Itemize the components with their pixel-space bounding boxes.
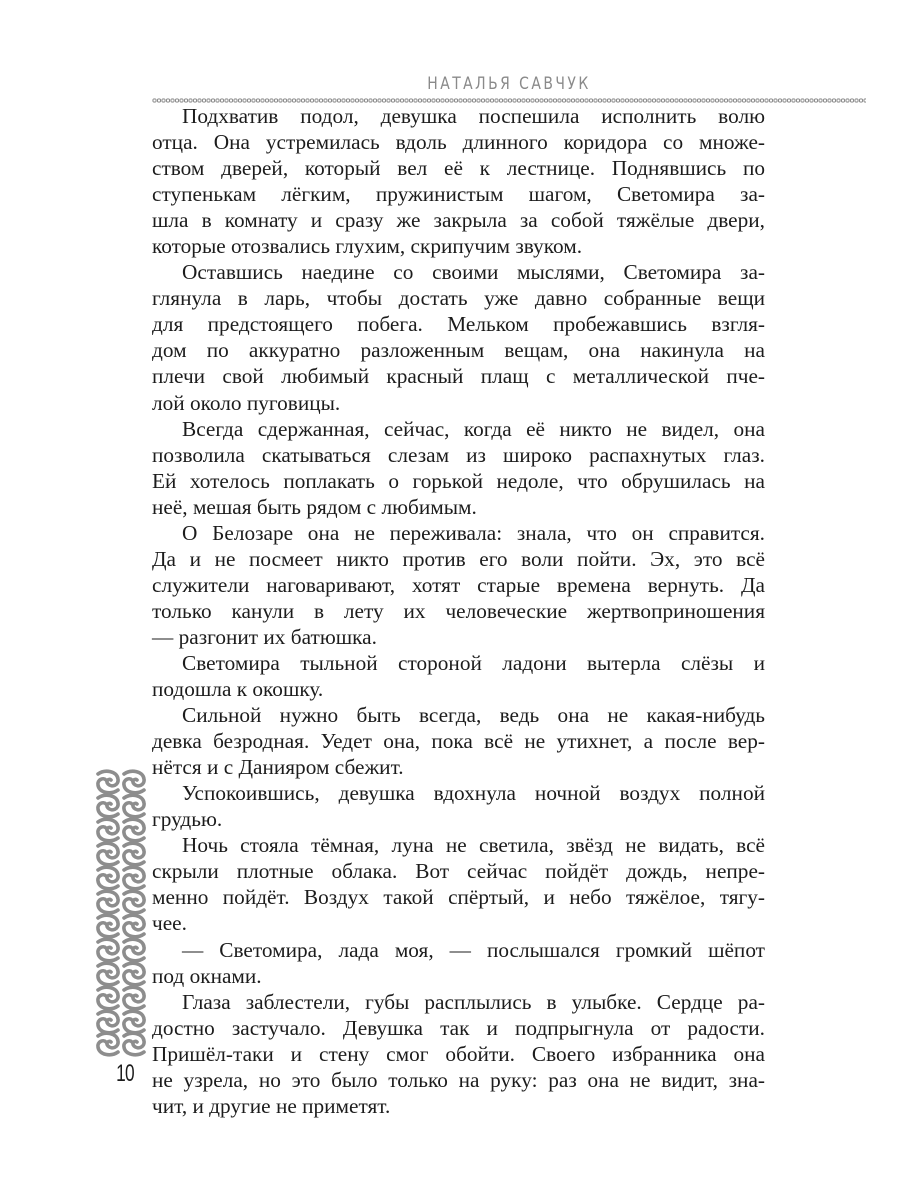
text-line: — разгонит их батюшка. [152, 624, 377, 649]
page-number: 10 [116, 1060, 134, 1087]
text-line: ством дверей, который вел её к лестнице. Поднявшись по [152, 156, 765, 181]
text-line: для предстоящего побега. Мельком пробежавшись взгля- [152, 312, 765, 337]
paragraph-first-line: Светомира тыльной стороной ладони вытерла слёзы и [182, 650, 765, 675]
text-line: Ей хотелось поплакать о горькой недоле, что обрушилась на [152, 468, 765, 493]
paragraph-first-line: Глаза заблестели, губы расплылись в улыбке. Сердце ра- [182, 989, 765, 1014]
paragraph-first-line: Подхватив подол, девушка поспешила исполнить волю [182, 104, 765, 128]
text-line: чит, и другие не приметят. [152, 1093, 391, 1118]
text-line: глянула в ларь, чтобы достать уже давно собранные вещи [152, 286, 765, 311]
celtic-knot-border-icon [95, 768, 147, 1058]
text-line: только канули в лету их человеческие жертвоприношения [152, 598, 765, 623]
text-line: Да и не посмеет никто против его воли пойти. Эх, это всё [152, 546, 765, 571]
text-line: Пришёл-таки и стену смог обойти. Своего избранника она [152, 1041, 765, 1066]
text-line: подошла к окошку. [152, 677, 324, 702]
text-line: скрыли плотные облака. Вот сейчас пойдёт дождь, непре- [152, 859, 765, 884]
text-line: грудью. [152, 807, 223, 832]
text-line: дом по аккуратно разложенным вещам, она накинула на [152, 338, 765, 363]
paragraph-first-line: Оставшись наедине со своими мыслями, Светомира за- [182, 260, 765, 285]
paragraph-first-line: — Светомира, лада моя, — послышался громкий шёпот [182, 937, 765, 962]
running-head-author: НАТАЛЬЯ САВЧУК [427, 74, 591, 94]
text-line: менно пойдёт. Воздух такой спёртый, и небо тяжёлое, тягу- [152, 885, 765, 910]
paragraph-first-line: Всегда сдержанная, сейчас, когда её никто не видел, она [182, 416, 765, 441]
text-line: плечи свой любимый красный плащ с металлической пче- [152, 364, 765, 389]
text-line: неё, мешая быть рядом с любимым. [152, 494, 477, 519]
text-line: которые отозвались глухим, скрипучим звуком. [152, 234, 583, 259]
text-line: служители наговаривают, хотят старые времена вернуть. Да [152, 572, 765, 597]
text-line: лой около пуговицы. [152, 390, 341, 415]
paragraph-first-line: Сильной нужно быть всегда, ведь она не какая-нибудь [182, 703, 765, 728]
body-text [152, 103, 765, 1119]
text-line: чее. [152, 911, 187, 936]
text-line: позволила скатываться слезам из широко распахнутых глаз. [152, 442, 765, 467]
paragraph-first-line: Ночь стояла тёмная, луна не светила, звёзд не видать, всё [182, 833, 765, 858]
text-line: не узрела, но это было только на руку: раз она не видит, зна- [152, 1067, 765, 1092]
text-line: отца. Она устремилась вдоль длинного коридора со множе- [152, 130, 765, 155]
text-line: ступенькам лёгким, пружинистым шагом, Светомира за- [152, 182, 765, 207]
text-line: нётся и с Данияром сбежит. [152, 755, 404, 780]
text-line: под окнами. [152, 963, 262, 988]
paragraph-first-line: Успокоившись, девушка вдохнула ночной воздух полной [182, 781, 765, 806]
text-line: девка безродная. Уедет она, пока всё не утихнет, а после вер- [152, 729, 765, 754]
text-line: достно застучало. Девушка так и подпрыгнула от радости. [152, 1015, 765, 1040]
text-line: шла в комнату и сразу же закрыла за собой тяжёлые двери, [152, 208, 765, 233]
paragraph-first-line: О Белозаре она не переживала: знала, что он справится. [182, 520, 765, 545]
